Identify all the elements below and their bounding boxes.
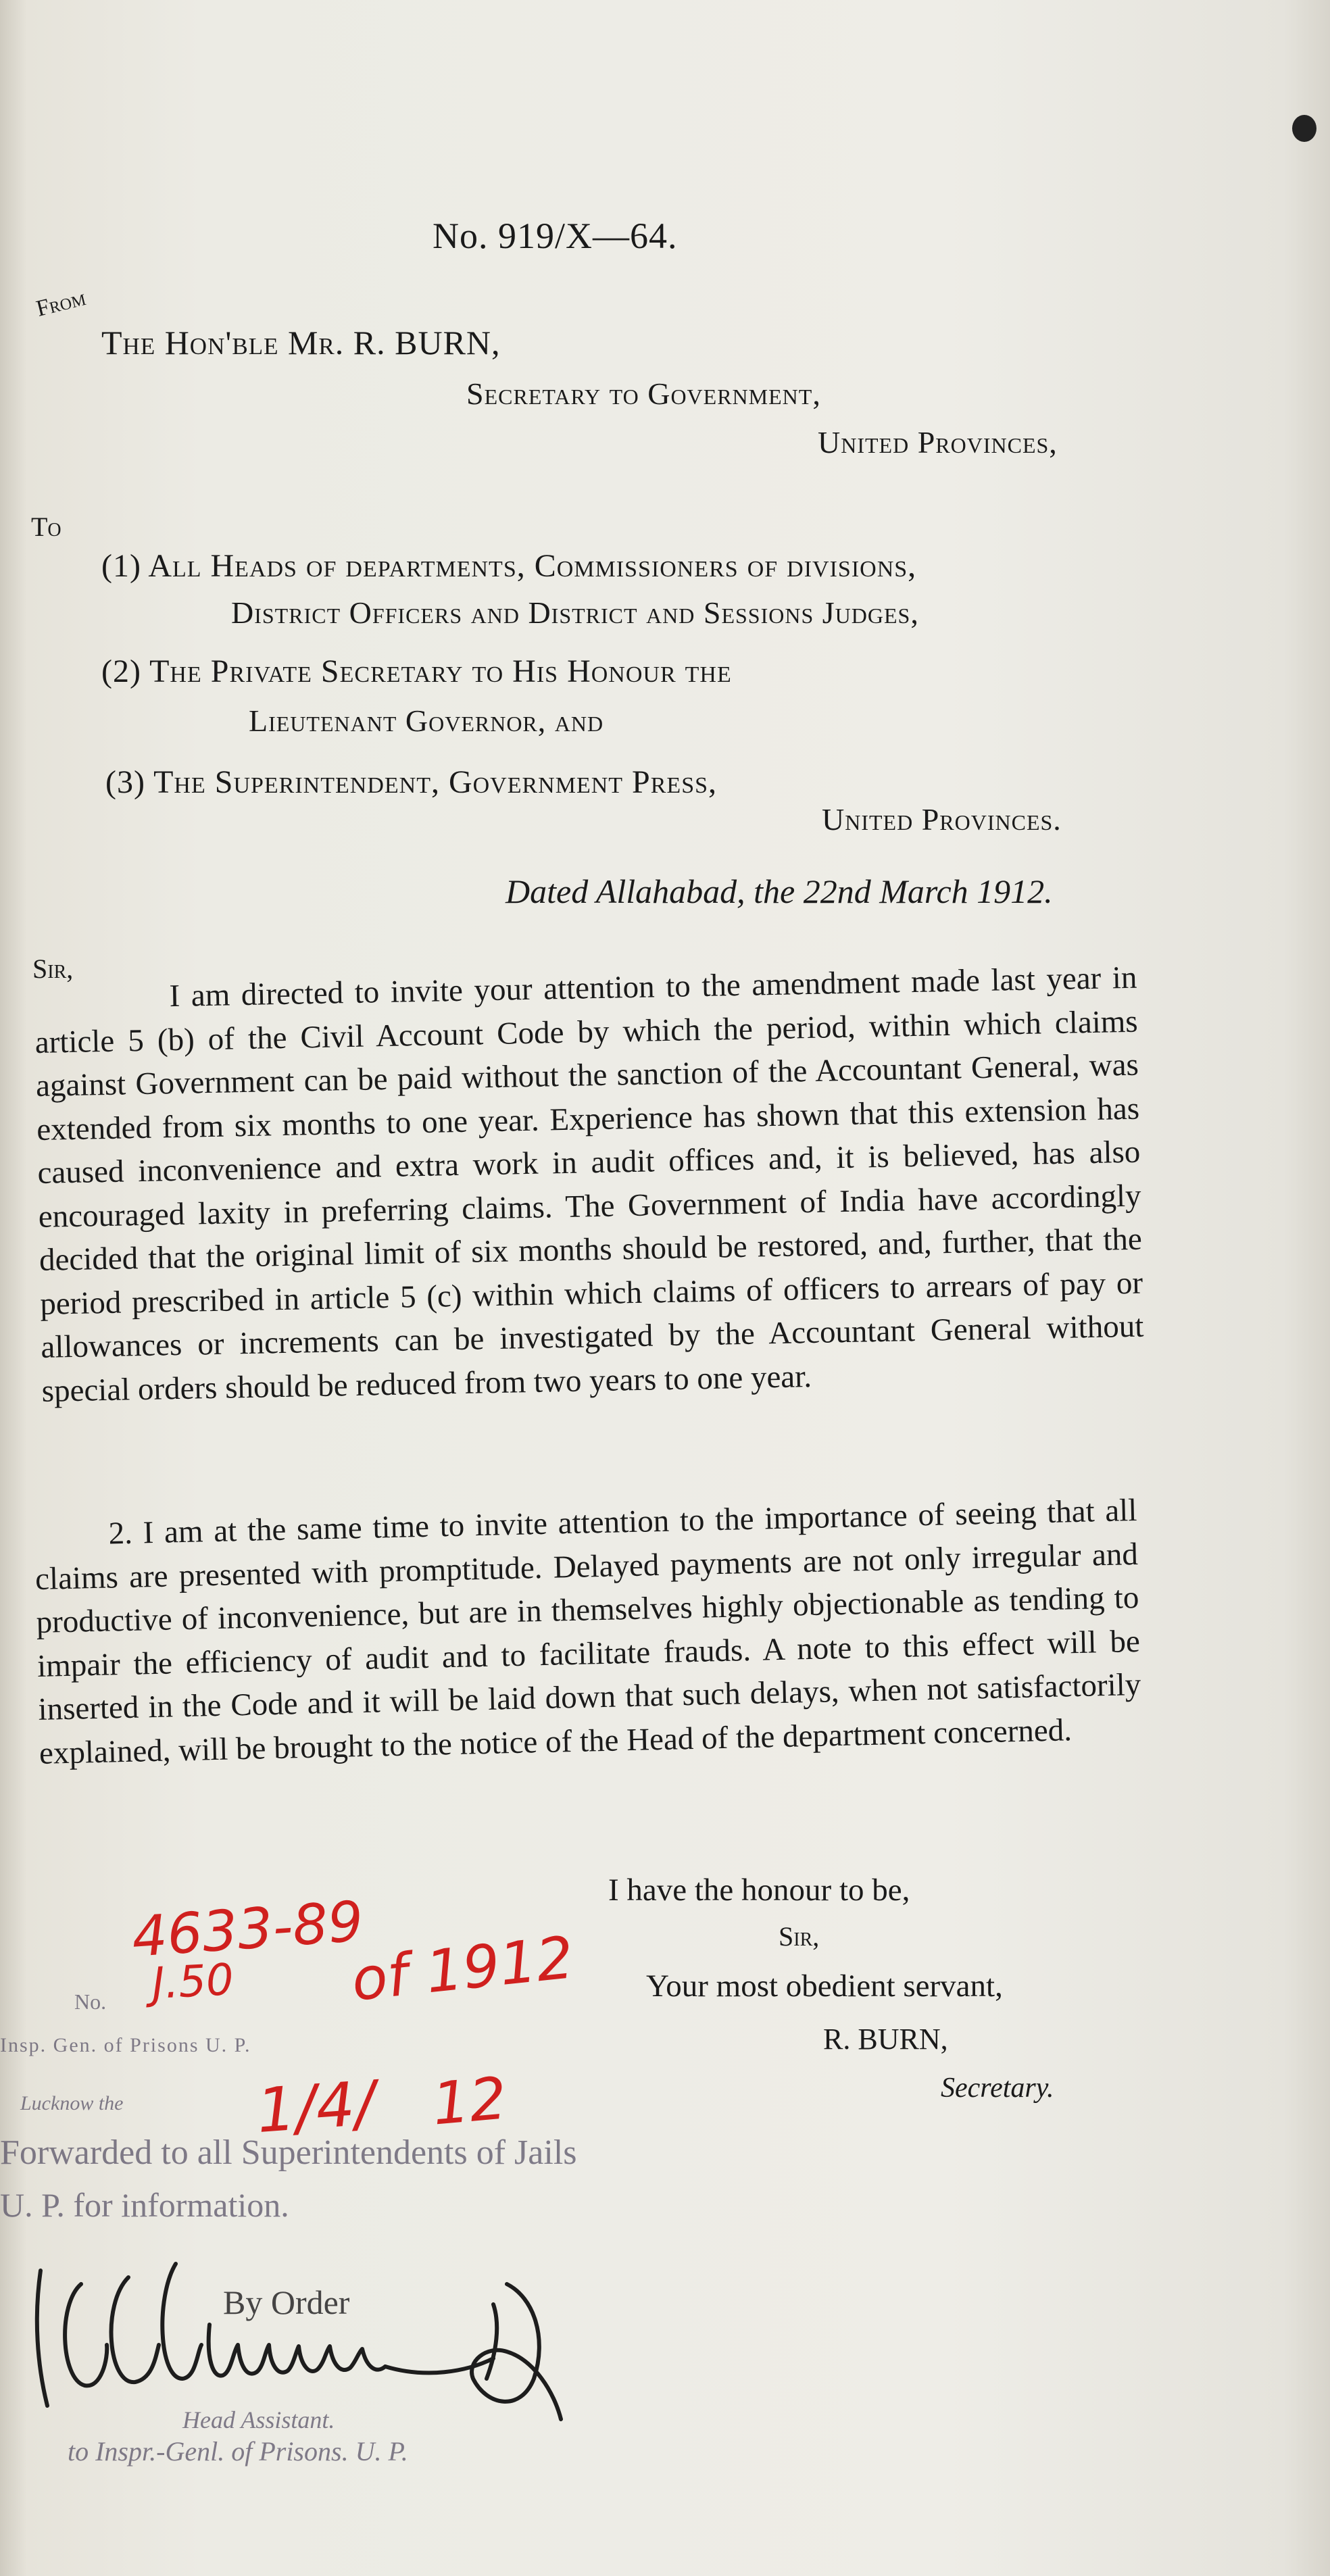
stamp-no-label: No. <box>74 1989 107 2014</box>
to-label: To <box>31 512 61 542</box>
paragraph-2: 2. I am at the same time to invite attention to the importance of seeing that all claims are presented with promptitude. Delayed payments are not only irregular and productive of inconvenience, but are in themselves highly objectionable as tending to impair the efficiency of audit and to facilitate frauds. A note to this effect will be inserted in the Code and it will be laid down that such delays, when not satisfactorily explained, will be brought to the notice of the Head of the department concerned. <box>34 1492 1141 1771</box>
handwritten-ref-number: 4633-89 <box>130 1889 366 1970</box>
stamp-office-line: Insp. Gen. of Prisons U. P. <box>0 2034 251 2056</box>
handwritten-year: of 1912 <box>348 1924 577 2014</box>
recipient-2-line-1: (2) The Private Secretary to His Honour the <box>101 653 732 689</box>
dated-line: Dated Allahabad, the 22nd March 1912. <box>506 872 1053 910</box>
handwritten-file-ref: J.50 <box>151 1954 235 2010</box>
recipient-3-line-1: (3) The Superintendent, Government Press, <box>105 764 718 800</box>
recipient-1-line-2: District Officers and District and Sessions Judges, <box>231 595 919 630</box>
paragraph-1: I am directed to invite your attention to the amendment made last year in article 5 (b) of the Civil Account Code by which the period, within which claims against Government can be paid without the sanction of the Accountant General, was extended from six months to one year. Experience has shown that this extension has caused inconvenience and extra work in audit offices and, it is believed, has also encouraged laxity in preferring claims. The Government of India have accordingly decided that the original limit of six months should be restored, and, further, that the period prescribed in article 5 (c) within which claims of officers to arrears of pay or allowances or increments can be investigated by the Accountant General without special orders should be reduced from two years to one year. <box>34 960 1144 1409</box>
sender-place: United Provinces, <box>818 425 1058 460</box>
closing-line-3: Your most obedient servant, <box>646 1968 1003 2004</box>
handwritten-signature <box>20 2244 574 2439</box>
handwritten-date-year: 12 <box>429 2064 510 2139</box>
closing-line-1: I have the honour to be, <box>608 1873 910 1908</box>
stamp-head-assistant: Head Assistant. <box>182 2406 335 2433</box>
ink-blot <box>1292 115 1316 142</box>
stamp-place-line: Lucknow the <box>20 2092 124 2114</box>
recipient-3-line-2: United Provinces. <box>822 802 1062 837</box>
handwritten-date: 1/4/ <box>254 2068 378 2147</box>
signatory-name: R. BURN, <box>823 2023 948 2056</box>
sender-title: Secretary to Government, <box>466 376 821 411</box>
stamp-forwarded-line: Forwarded to all Superintendents of Jails <box>0 2133 577 2172</box>
document-number: No. 919/X—64. <box>433 216 678 256</box>
salutation: Sir, <box>32 953 74 984</box>
from-label: From <box>34 285 89 322</box>
stamp-office-footer: to Inspr.-Genl. of Prisons. U. P. <box>68 2436 408 2467</box>
signatory-designation: Secretary. <box>941 2073 1054 2104</box>
closing-line-2: Sir, <box>779 1921 820 1952</box>
sender-name: The Hon'ble Mr. R. BURN, <box>101 324 501 362</box>
recipient-1-line-1: (1) All Heads of departments, Commissioners of divisions, <box>101 548 917 584</box>
recipient-2-line-2: Lieutenant Governor, and <box>249 703 604 738</box>
stamp-by-order: By Order <box>223 2283 350 2321</box>
stamp-information-line: U. P. for information. <box>0 2186 289 2224</box>
